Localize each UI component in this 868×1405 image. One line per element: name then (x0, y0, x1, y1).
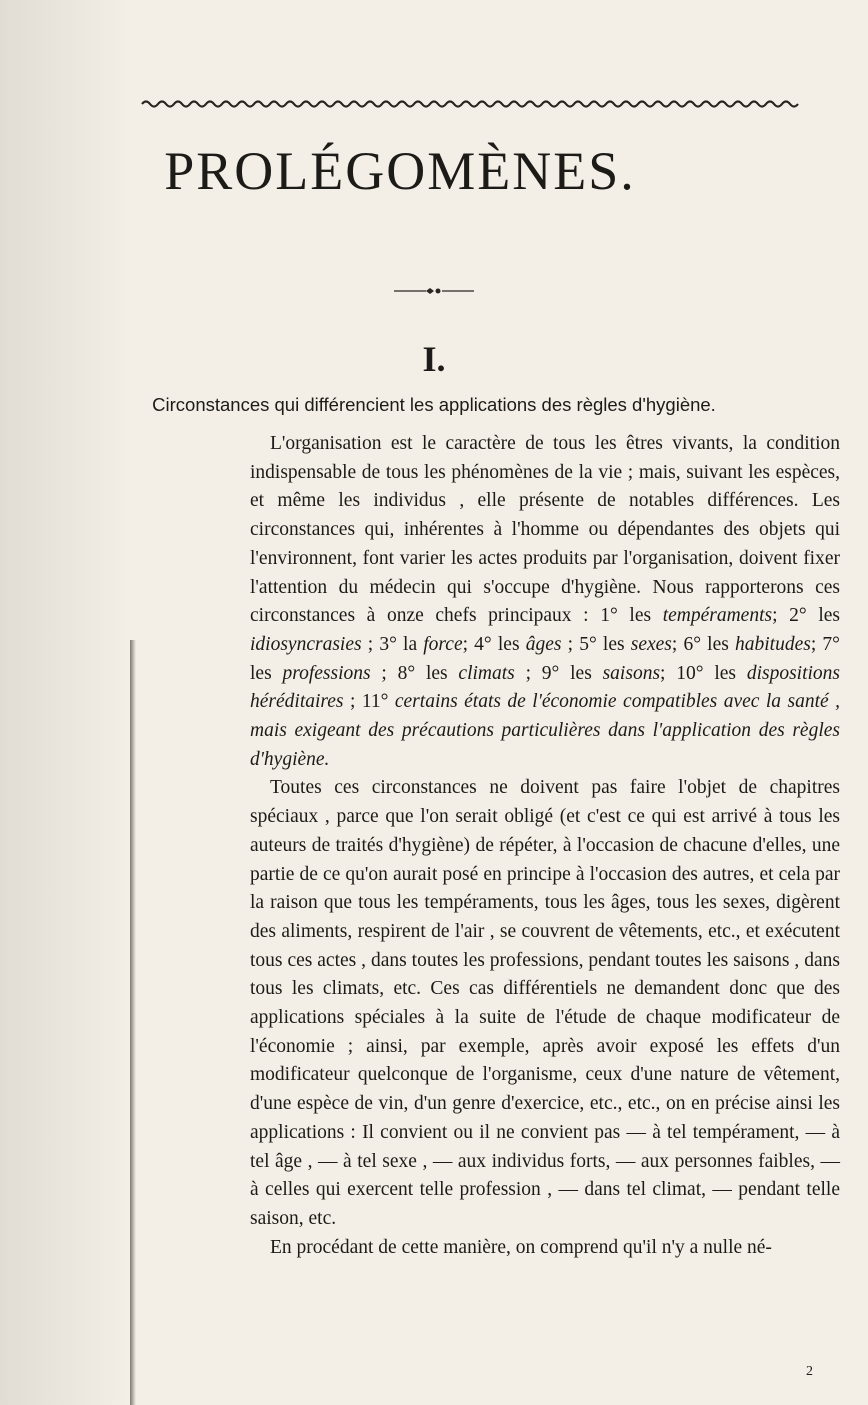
emphasis-temperaments: tempéraments (662, 605, 773, 627)
paragraph-1-text: ; 8° les (370, 662, 459, 684)
ornamental-rule-pattern (142, 99, 800, 109)
paragraph-1-text: ; 3° la (361, 633, 424, 655)
page-edge-shadow (130, 640, 136, 1405)
title-divider (394, 282, 474, 294)
paragraph-3: En procédant de cette manière, on comprend qu'il n'y a nulle né- (270, 1236, 772, 1258)
paragraph-1-text: ; 11° (343, 691, 395, 713)
binding-shadow (0, 0, 130, 1405)
paragraph-1-text: ; 10° les (660, 662, 747, 684)
emphasis-habitudes: habitudes (735, 633, 811, 655)
emphasis-climats: climats (458, 662, 515, 684)
emphasis-force: force (423, 633, 463, 655)
emphasis-ages: âges (525, 633, 562, 655)
paragraph-1-text: ; 4° les (462, 633, 526, 655)
signature-mark: 2 (806, 1364, 813, 1379)
page-title: PROLÉGOMÈNES. (164, 141, 636, 201)
paragraph-1 (250, 430, 840, 774)
paragraph-1-text: ; 2° les (772, 605, 840, 627)
body-text (250, 430, 840, 1262)
paragraph-2: Toutes ces circonstances ne doivent pas faire l'objet de chapitres spéciaux , parce que l'on serait obligé (et c'est ce qui est arrivé à tous les auteurs de traités d'hygiène) de répéter, à l'occasion de chacune d'elles, une partie de ce qu'on aurait posé en principe à l'occasion des autres, et cela par la raison que tous les tempéraments, tous les âges, tous les sexes, digèrent des aliments, respirent de l'air , se couvrent de vêtements, etc., et exécutent tous ces actes , dans toutes les professions, pendant toutes les saisons , dans tous les climats, etc. Ces cas différentiels ne demandent donc que des applications spéciales à la suite de l'étude de chaque modificateur de l'économie ; ainsi, par exemple, après avoir exposé les effets d'un modificateur quelconque de l'organisme, ceux d'une nature de vêtement, d'une espèce de vin, d'un genre d'exercice, etc., etc., on en précise ainsi les applications : Il convient ou il ne convient pas — à tel tempérament, — à tel âge , — à tel sexe , — aux individus forts, — aux personnes faibles, — à celles qui exercent telle profession , — dans tel climat, — pendant telle saison, etc. (250, 777, 840, 1229)
paragraph-1-text: ; 5° les (561, 633, 631, 655)
paragraph-1-text: ; 7° les (250, 633, 840, 684)
paragraph-1-text: ; 6° les (671, 633, 735, 655)
section-subtitle: Circonstances qui différencient les applications des règles d'hygiène. (152, 394, 716, 415)
section-number: I. (422, 339, 446, 379)
paragraph-1-text: ; 9° les (514, 662, 603, 684)
emphasis-dispositions: dispositions héréditaires (250, 662, 840, 713)
divider-ornament (394, 285, 474, 297)
emphasis-idiosyncrasies: idiosyncrasies (250, 633, 362, 655)
emphasis-professions: professions (282, 662, 371, 684)
emphasis-etats: certains états de l'économie compatibles avec la santé , mais exigeant des précautions particulières dans l'application des règles d'hygiène. (250, 691, 841, 770)
paragraph-1-text: L'organisation est le caractère de tous les êtres vivants, la condition indispensable de tous les phénomènes de la vie ; mais, suivant les espèces, et même les individus , elle présente de notables différences. Les circonstances qui, inhérentes à l'homme ou dépendantes des objets qui l'environnent, font varier les actes produits par l'organisation, doivent fixer l'attention du médecin qui s'occupe d'hygiène. Nous rapporterons ces circonstances à onze chefs principaux : 1° les (250, 433, 840, 627)
emphasis-sexes: sexes (630, 633, 672, 655)
ornamental-rule (142, 99, 800, 109)
emphasis-saisons: saisons (602, 662, 661, 684)
